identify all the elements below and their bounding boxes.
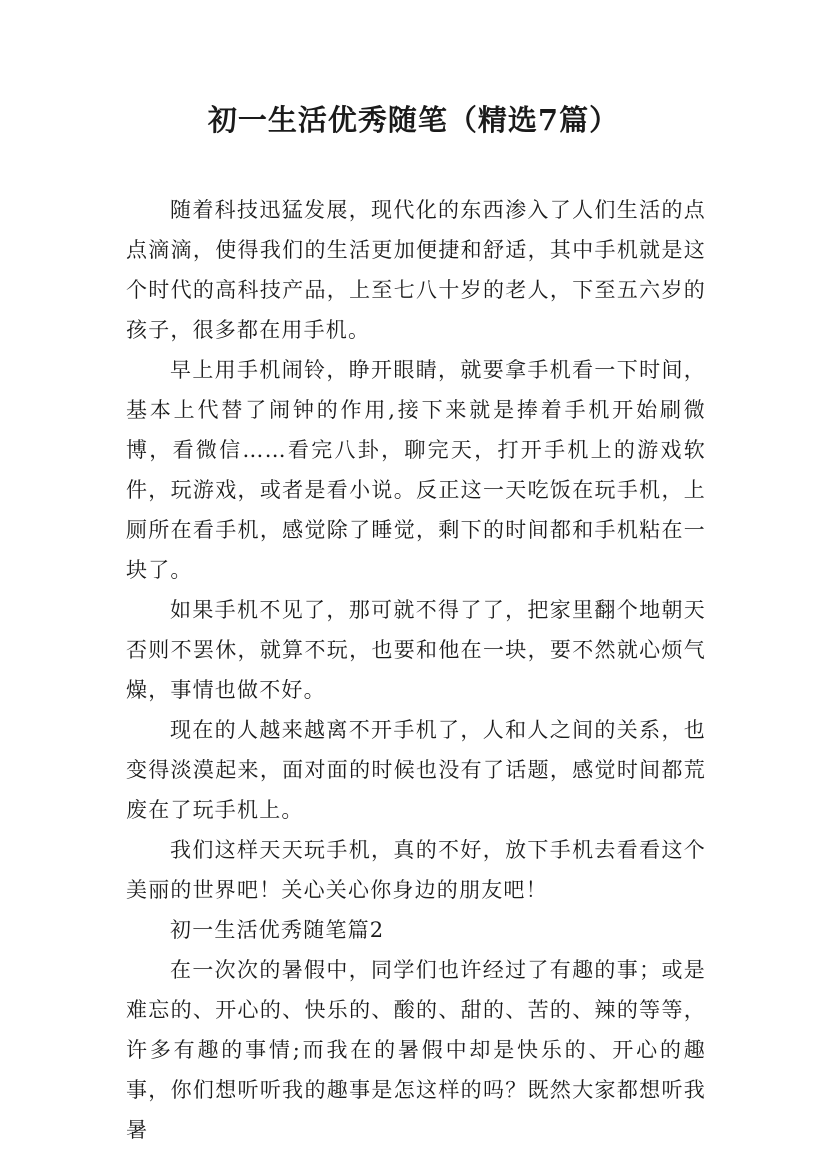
- paragraph: 现在的人越来越离不开手机了，人和人之间的关系，也变得淡漠起来，面对面的时候也没有了话题，感觉时间都荒废在了玩手机上。: [126, 718, 706, 822]
- paragraph: 早上用手机闹铃，睁开眼睛，就要拿手机看一下时间，基本上代替了闹钟的作用,接下来就是捧着手机开始刷微博，看微信……看完八卦，聊完天，打开手机上的游戏软件，玩游戏，或者是看小说。反正这一天吃饭在玩手机，上厕所在看手机，感觉除了睡觉，剩下的时间都和手机粘在一块了。: [126, 358, 706, 582]
- section-heading: 初一生活优秀随笔篇2: [170, 918, 385, 942]
- paragraph: 随着科技迅猛发展，现代化的东西渗入了人们生活的点点滴滴，使得我们的生活更加便捷和舒适，其中手机就是这个时代的高科技产品，上至七八十岁的老人，下至五六岁的孩子，很多都在用手机。: [126, 198, 706, 342]
- paragraph: 我们这样天天玩手机，真的不好，放下手机去看看这个美丽的世界吧！关心关心你身边的朋友吧！: [126, 838, 706, 902]
- document-title: 初一生活优秀随笔（精选7篇）: [207, 103, 620, 137]
- paragraph: 如果手机不见了，那可就不得了了，把家里翻个地朝天否则不罢休，就算不玩，也要和他在一块，要不然就心烦气燥，事情也做不好。: [126, 598, 706, 702]
- document-body: [126, 190, 706, 1150]
- paragraph: 在一次次的暑假中，同学们也许经过了有趣的事；或是难忘的、开心的、快乐的、酸的、甜的、苦的、辣的等等，许多有趣的事情;而我在的暑假中却是快乐的、开心的趣事，你们想听听我的趣事是怎这样的吗？既然大家都想听我暑: [126, 958, 706, 1142]
